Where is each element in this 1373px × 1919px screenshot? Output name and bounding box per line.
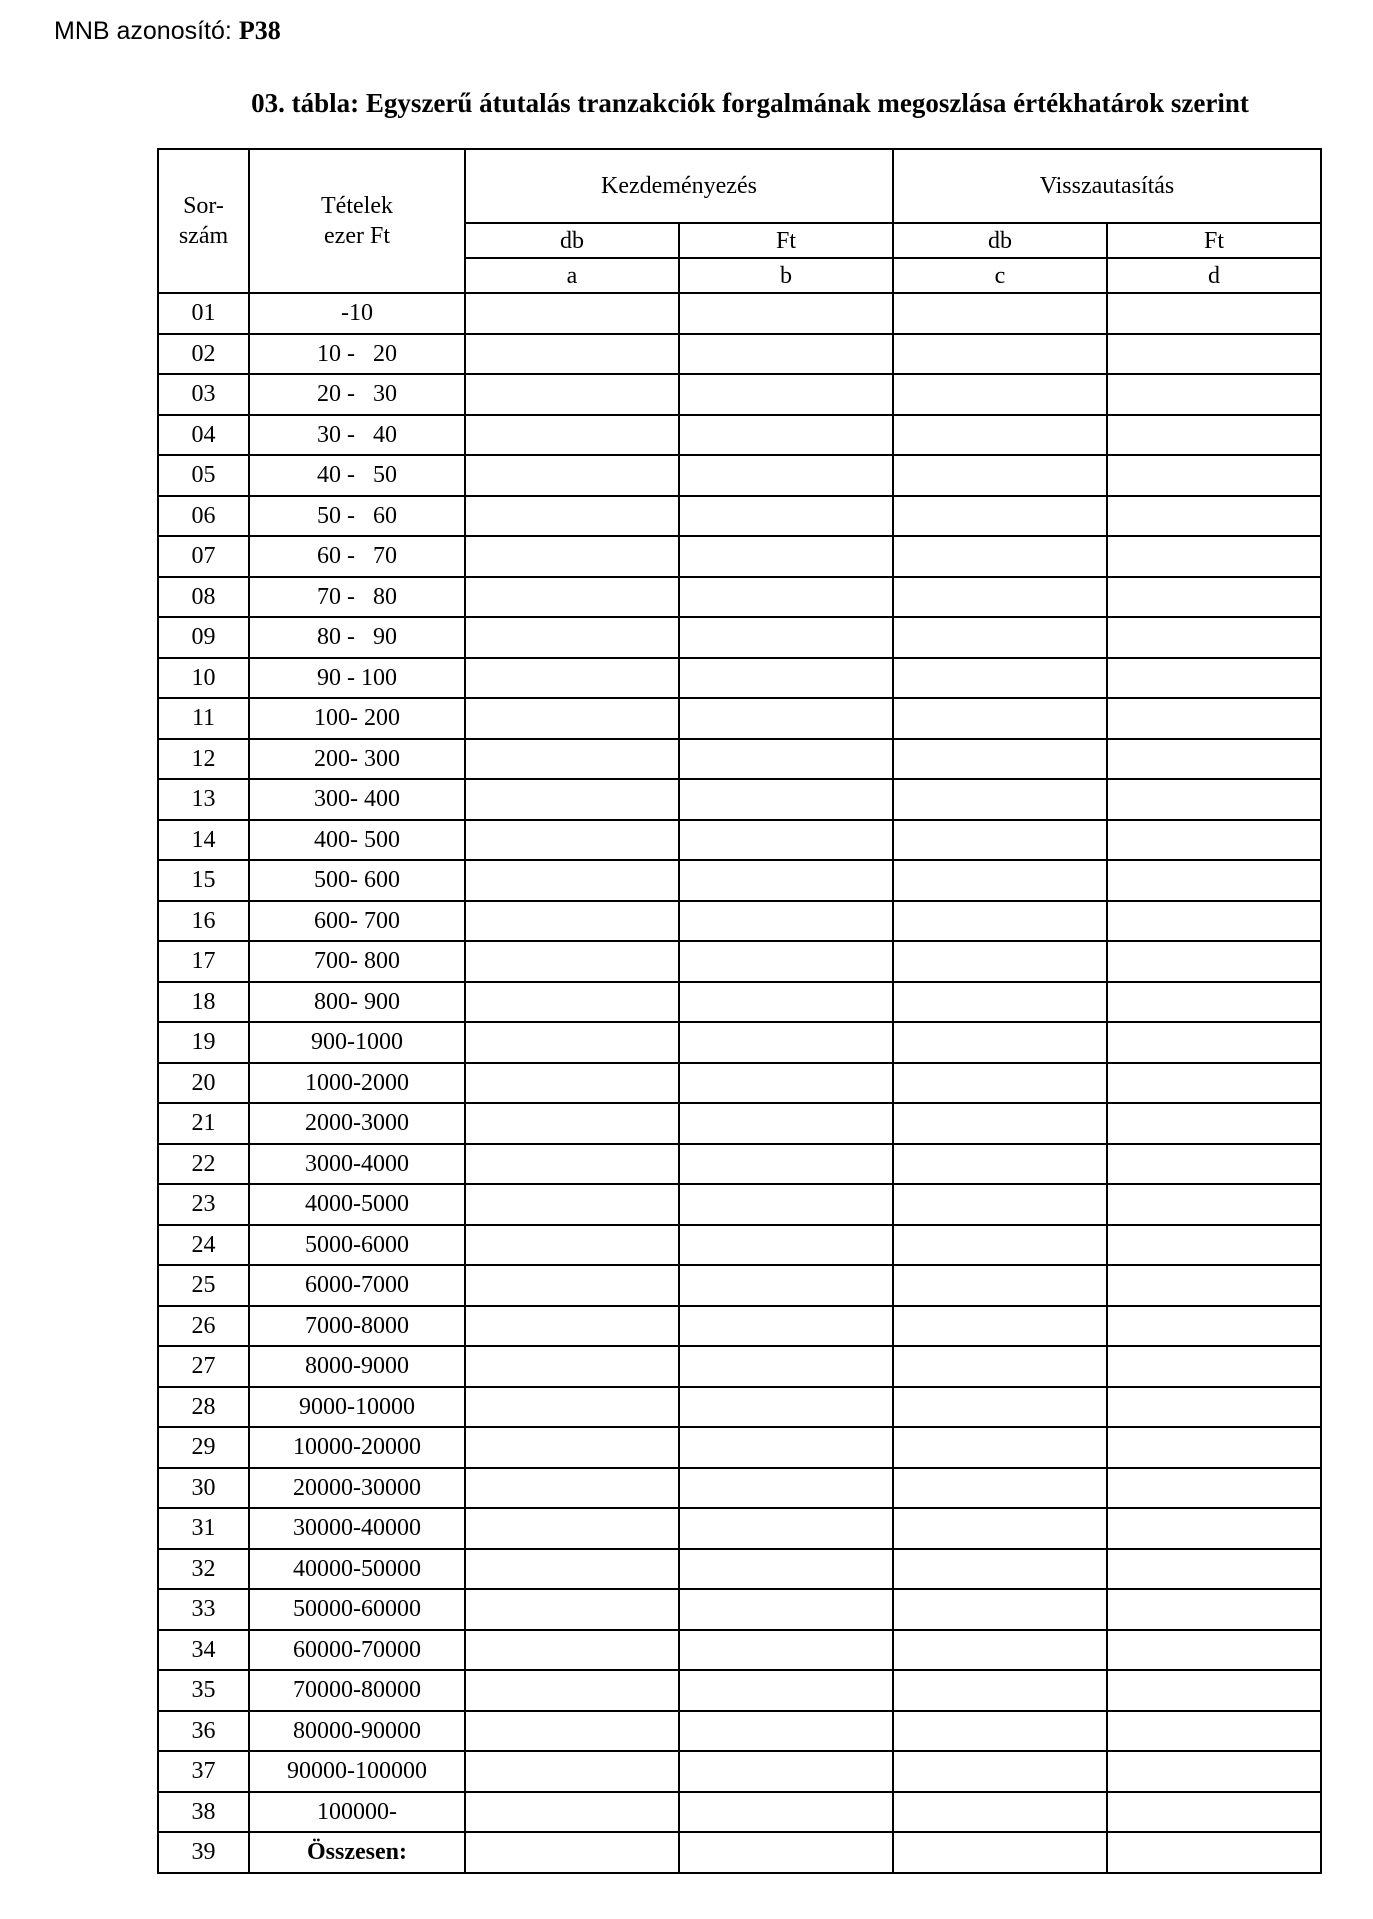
col-header-terelek-line2: ezer Ft: [324, 223, 390, 249]
cell-d[interactable]: [1107, 1063, 1321, 1104]
cell-d[interactable]: [1107, 536, 1321, 577]
row-number: 26: [158, 1306, 249, 1347]
row-number: 31: [158, 1508, 249, 1549]
row-total-label: Összesen:: [249, 1832, 465, 1873]
cell-b[interactable]: [679, 1427, 893, 1468]
row-number: 37: [158, 1751, 249, 1792]
table-row: [158, 1063, 1321, 1104]
table-row: [158, 536, 1321, 577]
cell-a[interactable]: [465, 1508, 679, 1549]
cell-c[interactable]: [893, 1792, 1107, 1833]
cell-b[interactable]: [679, 1346, 893, 1387]
row-range: 60000-70000: [249, 1630, 465, 1671]
row-range: 80 - 90: [249, 617, 465, 658]
cell-c[interactable]: [893, 1832, 1107, 1873]
row-number: 09: [158, 617, 249, 658]
row-range: 600- 700: [249, 901, 465, 942]
cell-b[interactable]: [679, 1265, 893, 1306]
cell-b[interactable]: [679, 1306, 893, 1347]
col-header-sorszam-line2: szám: [178, 223, 229, 249]
row-range: 40 - 50: [249, 455, 465, 496]
row-number: 14: [158, 820, 249, 861]
row-range: 700- 800: [249, 941, 465, 982]
cell-c[interactable]: [893, 779, 1107, 820]
cell-b[interactable]: [679, 1832, 893, 1873]
cell-d[interactable]: [1107, 820, 1321, 861]
cell-a[interactable]: [465, 1751, 679, 1792]
table-row: [158, 1144, 1321, 1185]
unit-header-a: db: [465, 223, 679, 258]
cell-b[interactable]: [679, 658, 893, 699]
row-range: 90 - 100: [249, 658, 465, 699]
cell-d[interactable]: [1107, 1306, 1321, 1347]
cell-b[interactable]: [679, 1589, 893, 1630]
cell-b[interactable]: [679, 1468, 893, 1509]
table-row: [158, 901, 1321, 942]
data-table: [157, 148, 1322, 1874]
cell-b[interactable]: [679, 982, 893, 1023]
cell-c[interactable]: [893, 1751, 1107, 1792]
row-number: 36: [158, 1711, 249, 1752]
cell-c[interactable]: [893, 536, 1107, 577]
row-number: 05: [158, 455, 249, 496]
row-number: 38: [158, 1792, 249, 1833]
cell-a[interactable]: [465, 658, 679, 699]
table-row: [158, 1387, 1321, 1428]
cell-b[interactable]: [679, 1387, 893, 1428]
row-range: 20000-30000: [249, 1468, 465, 1509]
row-range: 10000-20000: [249, 1427, 465, 1468]
cell-c[interactable]: [893, 901, 1107, 942]
cell-d[interactable]: [1107, 1144, 1321, 1185]
cell-a[interactable]: [465, 455, 679, 496]
cell-c[interactable]: [893, 982, 1107, 1023]
table-row: [158, 1711, 1321, 1752]
table-row: [158, 1225, 1321, 1266]
row-range: 20 - 30: [249, 374, 465, 415]
table-row: [158, 577, 1321, 618]
mnb-code: P38: [238, 16, 281, 45]
cell-d[interactable]: [1107, 982, 1321, 1023]
row-range: 5000-6000: [249, 1225, 465, 1266]
cell-d[interactable]: [1107, 1670, 1321, 1711]
row-number: 30: [158, 1468, 249, 1509]
row-range: 2000-3000: [249, 1103, 465, 1144]
cell-c[interactable]: [893, 820, 1107, 861]
table-row: [158, 1103, 1321, 1144]
cell-a[interactable]: [465, 1468, 679, 1509]
cell-b[interactable]: [679, 1225, 893, 1266]
cell-c[interactable]: [893, 739, 1107, 780]
row-number: 10: [158, 658, 249, 699]
row-range: 50 - 60: [249, 496, 465, 537]
table-row: [158, 415, 1321, 456]
cell-c[interactable]: [893, 698, 1107, 739]
row-number: 33: [158, 1589, 249, 1630]
row-number: 25: [158, 1265, 249, 1306]
row-number: 22: [158, 1144, 249, 1185]
cell-b[interactable]: [679, 536, 893, 577]
row-range: 4000-5000: [249, 1184, 465, 1225]
cell-b[interactable]: [679, 820, 893, 861]
cell-a[interactable]: [465, 415, 679, 456]
col-header-sorszam-line1: Sor-: [183, 193, 224, 219]
cell-a[interactable]: [465, 1832, 679, 1873]
cell-a[interactable]: [465, 982, 679, 1023]
cell-c[interactable]: [893, 860, 1107, 901]
table-row: [158, 1792, 1321, 1833]
row-range: 3000-4000: [249, 1144, 465, 1185]
row-range: 100- 200: [249, 698, 465, 739]
table-row: [158, 455, 1321, 496]
table-row: [158, 1589, 1321, 1630]
cell-b[interactable]: [679, 496, 893, 537]
cell-d[interactable]: [1107, 1346, 1321, 1387]
cell-d[interactable]: [1107, 1832, 1321, 1873]
cell-c[interactable]: [893, 1265, 1107, 1306]
row-range: 800- 900: [249, 982, 465, 1023]
table-row: [158, 1549, 1321, 1590]
cell-d[interactable]: [1107, 1265, 1321, 1306]
cell-c[interactable]: [893, 374, 1107, 415]
table-row: [158, 1751, 1321, 1792]
unit-header-b: Ft: [679, 223, 893, 258]
table-row: [158, 374, 1321, 415]
row-range: 7000-8000: [249, 1306, 465, 1347]
cell-b[interactable]: [679, 415, 893, 456]
cell-c[interactable]: [893, 334, 1107, 375]
cell-a[interactable]: [465, 1549, 679, 1590]
cell-b[interactable]: [679, 1792, 893, 1833]
cell-b[interactable]: [679, 901, 893, 942]
cell-a[interactable]: [465, 1792, 679, 1833]
cell-d[interactable]: [1107, 658, 1321, 699]
cell-d[interactable]: [1107, 1184, 1321, 1225]
row-number: 23: [158, 1184, 249, 1225]
row-number: 15: [158, 860, 249, 901]
table-row: [158, 1468, 1321, 1509]
cell-a[interactable]: [465, 1225, 679, 1266]
cell-b[interactable]: [679, 698, 893, 739]
row-range: 90000-100000: [249, 1751, 465, 1792]
table-row: [158, 658, 1321, 699]
cell-d[interactable]: [1107, 455, 1321, 496]
cell-d[interactable]: [1107, 1711, 1321, 1752]
cell-b[interactable]: [679, 1711, 893, 1752]
cell-c[interactable]: [893, 1589, 1107, 1630]
cell-d[interactable]: [1107, 739, 1321, 780]
row-range: 200- 300: [249, 739, 465, 780]
cell-b[interactable]: [679, 1103, 893, 1144]
cell-a[interactable]: [465, 1103, 679, 1144]
row-range: 10 - 20: [249, 334, 465, 375]
row-number: 35: [158, 1670, 249, 1711]
table-row: [158, 1022, 1321, 1063]
cell-b[interactable]: [679, 739, 893, 780]
cell-d[interactable]: [1107, 577, 1321, 618]
cell-c[interactable]: [893, 1427, 1107, 1468]
cell-b[interactable]: [679, 1184, 893, 1225]
cell-c[interactable]: [893, 1103, 1107, 1144]
cell-c[interactable]: [893, 415, 1107, 456]
table-row: [158, 293, 1321, 334]
row-range: 9000-10000: [249, 1387, 465, 1428]
cell-a[interactable]: [465, 1711, 679, 1752]
row-range: 70000-80000: [249, 1670, 465, 1711]
cell-a[interactable]: [465, 1387, 679, 1428]
cell-b[interactable]: [679, 1022, 893, 1063]
cell-a[interactable]: [465, 374, 679, 415]
cell-a[interactable]: [465, 496, 679, 537]
row-range: 40000-50000: [249, 1549, 465, 1590]
table-row: [158, 1630, 1321, 1671]
row-number: 32: [158, 1549, 249, 1590]
cell-c[interactable]: [893, 617, 1107, 658]
cell-d[interactable]: [1107, 698, 1321, 739]
row-range: 100000-: [249, 1792, 465, 1833]
row-range: 400- 500: [249, 820, 465, 861]
cell-d[interactable]: [1107, 374, 1321, 415]
row-number: 12: [158, 739, 249, 780]
cell-d[interactable]: [1107, 1225, 1321, 1266]
row-range: 80000-90000: [249, 1711, 465, 1752]
cell-d[interactable]: [1107, 415, 1321, 456]
cell-d[interactable]: [1107, 941, 1321, 982]
cell-c[interactable]: [893, 1711, 1107, 1752]
row-range: 8000-9000: [249, 1346, 465, 1387]
cell-b[interactable]: [679, 779, 893, 820]
row-number: 07: [158, 536, 249, 577]
cell-c[interactable]: [893, 1630, 1107, 1671]
row-range: 500- 600: [249, 860, 465, 901]
cell-a[interactable]: [465, 1630, 679, 1671]
table-row: [158, 1184, 1321, 1225]
table-row: [158, 1346, 1321, 1387]
row-range: 900-1000: [249, 1022, 465, 1063]
cell-a[interactable]: [465, 941, 679, 982]
cell-b[interactable]: [679, 1063, 893, 1104]
table-row: [158, 1832, 1321, 1873]
row-number: 01: [158, 293, 249, 334]
col-header-sorszam: [158, 149, 249, 293]
row-range: 60 - 70: [249, 536, 465, 577]
row-range: 70 - 80: [249, 577, 465, 618]
cell-d[interactable]: [1107, 1549, 1321, 1590]
cell-d[interactable]: [1107, 1508, 1321, 1549]
cell-c[interactable]: [893, 941, 1107, 982]
cell-b[interactable]: [679, 1751, 893, 1792]
cell-c[interactable]: [893, 1346, 1107, 1387]
cell-c[interactable]: [893, 1508, 1107, 1549]
cell-a[interactable]: [465, 1265, 679, 1306]
table-row: [158, 617, 1321, 658]
row-number: 03: [158, 374, 249, 415]
cell-a[interactable]: [465, 1184, 679, 1225]
table-row: [158, 1670, 1321, 1711]
letter-header-c: c: [893, 258, 1107, 293]
row-number: 13: [158, 779, 249, 820]
col-header-terelek: [249, 149, 465, 293]
letter-header-a: a: [465, 258, 679, 293]
cell-a[interactable]: [465, 1427, 679, 1468]
row-number: 17: [158, 941, 249, 982]
table-row: [158, 941, 1321, 982]
cell-c[interactable]: [893, 1670, 1107, 1711]
row-range: 30000-40000: [249, 1508, 465, 1549]
cell-c[interactable]: [893, 1184, 1107, 1225]
table-row: [158, 1427, 1321, 1468]
table-title: 03. tábla: Egyszerű átutalás tranzakciók forgalmának megoszlása értékhatárok szerint: [251, 88, 1249, 118]
table-row: [158, 1265, 1321, 1306]
cell-a[interactable]: [465, 779, 679, 820]
cell-c[interactable]: [893, 496, 1107, 537]
cell-a[interactable]: [465, 577, 679, 618]
cell-a[interactable]: [465, 820, 679, 861]
cell-a[interactable]: [465, 1670, 679, 1711]
cell-a[interactable]: [465, 1346, 679, 1387]
cell-a[interactable]: [465, 293, 679, 334]
cell-c[interactable]: [893, 1225, 1107, 1266]
cell-a[interactable]: [465, 334, 679, 375]
cell-b[interactable]: [679, 1508, 893, 1549]
cell-d[interactable]: [1107, 617, 1321, 658]
cell-c[interactable]: [893, 293, 1107, 334]
mnb-identifier: [54, 16, 281, 46]
cell-a[interactable]: [465, 1022, 679, 1063]
table-row: [158, 334, 1321, 375]
cell-a[interactable]: [465, 1306, 679, 1347]
cell-b[interactable]: [679, 577, 893, 618]
table-row: [158, 698, 1321, 739]
cell-a[interactable]: [465, 739, 679, 780]
row-number: 18: [158, 982, 249, 1023]
cell-b[interactable]: [679, 860, 893, 901]
row-number: 21: [158, 1103, 249, 1144]
cell-b[interactable]: [679, 1549, 893, 1590]
cell-b[interactable]: [679, 334, 893, 375]
cell-d[interactable]: [1107, 779, 1321, 820]
group-header-visszautasitas: Visszautasítás: [893, 149, 1321, 223]
cell-d[interactable]: [1107, 1589, 1321, 1630]
cell-a[interactable]: [465, 536, 679, 577]
row-number: 24: [158, 1225, 249, 1266]
row-range: 1000-2000: [249, 1063, 465, 1104]
cell-c[interactable]: [893, 1387, 1107, 1428]
cell-b[interactable]: [679, 1630, 893, 1671]
cell-a[interactable]: [465, 1063, 679, 1104]
cell-d[interactable]: [1107, 293, 1321, 334]
cell-c[interactable]: [893, 1306, 1107, 1347]
row-number: 04: [158, 415, 249, 456]
col-header-terelek-line1: Tételek: [321, 193, 393, 219]
row-number: 34: [158, 1630, 249, 1671]
table-row: [158, 496, 1321, 537]
table-row: [158, 1306, 1321, 1347]
cell-d[interactable]: [1107, 860, 1321, 901]
table-row: [158, 860, 1321, 901]
row-number: 06: [158, 496, 249, 537]
row-range: 30 - 40: [249, 415, 465, 456]
group-header-kezdemenyezes: Kezdeményezés: [465, 149, 893, 223]
cell-d[interactable]: [1107, 1792, 1321, 1833]
cell-b[interactable]: [679, 1144, 893, 1185]
cell-d[interactable]: [1107, 1387, 1321, 1428]
cell-c[interactable]: [893, 658, 1107, 699]
table-row: [158, 820, 1321, 861]
row-range: 6000-7000: [249, 1265, 465, 1306]
cell-d[interactable]: [1107, 901, 1321, 942]
row-range: -10: [249, 293, 465, 334]
row-range: 50000-60000: [249, 1589, 465, 1630]
letter-header-b: b: [679, 258, 893, 293]
cell-c[interactable]: [893, 577, 1107, 618]
row-number: 28: [158, 1387, 249, 1428]
row-number: 16: [158, 901, 249, 942]
cell-b[interactable]: [679, 293, 893, 334]
unit-header-c: db: [893, 223, 1107, 258]
cell-a[interactable]: [465, 901, 679, 942]
cell-d[interactable]: [1107, 1751, 1321, 1792]
cell-d[interactable]: [1107, 334, 1321, 375]
cell-b[interactable]: [679, 374, 893, 415]
cell-c[interactable]: [893, 1022, 1107, 1063]
cell-a[interactable]: [465, 860, 679, 901]
row-number: 11: [158, 698, 249, 739]
cell-c[interactable]: [893, 1144, 1107, 1185]
row-number: 29: [158, 1427, 249, 1468]
table-row: [158, 779, 1321, 820]
cell-d[interactable]: [1107, 1427, 1321, 1468]
table-row: [158, 739, 1321, 780]
cell-a[interactable]: [465, 698, 679, 739]
cell-a[interactable]: [465, 1144, 679, 1185]
table-row: [158, 982, 1321, 1023]
letter-header-d: d: [1107, 258, 1321, 293]
row-number: 39: [158, 1832, 249, 1873]
cell-b[interactable]: [679, 617, 893, 658]
row-number: 02: [158, 334, 249, 375]
row-number: 19: [158, 1022, 249, 1063]
cell-a[interactable]: [465, 1589, 679, 1630]
cell-d[interactable]: [1107, 1468, 1321, 1509]
cell-c[interactable]: [893, 1063, 1107, 1104]
cell-c[interactable]: [893, 455, 1107, 496]
cell-d[interactable]: [1107, 1103, 1321, 1144]
table-row: [158, 1508, 1321, 1549]
cell-a[interactable]: [465, 617, 679, 658]
row-number: 27: [158, 1346, 249, 1387]
cell-b[interactable]: [679, 1670, 893, 1711]
row-number: 20: [158, 1063, 249, 1104]
cell-d[interactable]: [1107, 1630, 1321, 1671]
row-number: 08: [158, 577, 249, 618]
cell-c[interactable]: [893, 1549, 1107, 1590]
cell-d[interactable]: [1107, 496, 1321, 537]
cell-b[interactable]: [679, 941, 893, 982]
row-range: 300- 400: [249, 779, 465, 820]
cell-b[interactable]: [679, 455, 893, 496]
mnb-label: MNB azonosító:: [54, 17, 232, 45]
cell-c[interactable]: [893, 1468, 1107, 1509]
unit-header-d: Ft: [1107, 223, 1321, 258]
cell-d[interactable]: [1107, 1022, 1321, 1063]
